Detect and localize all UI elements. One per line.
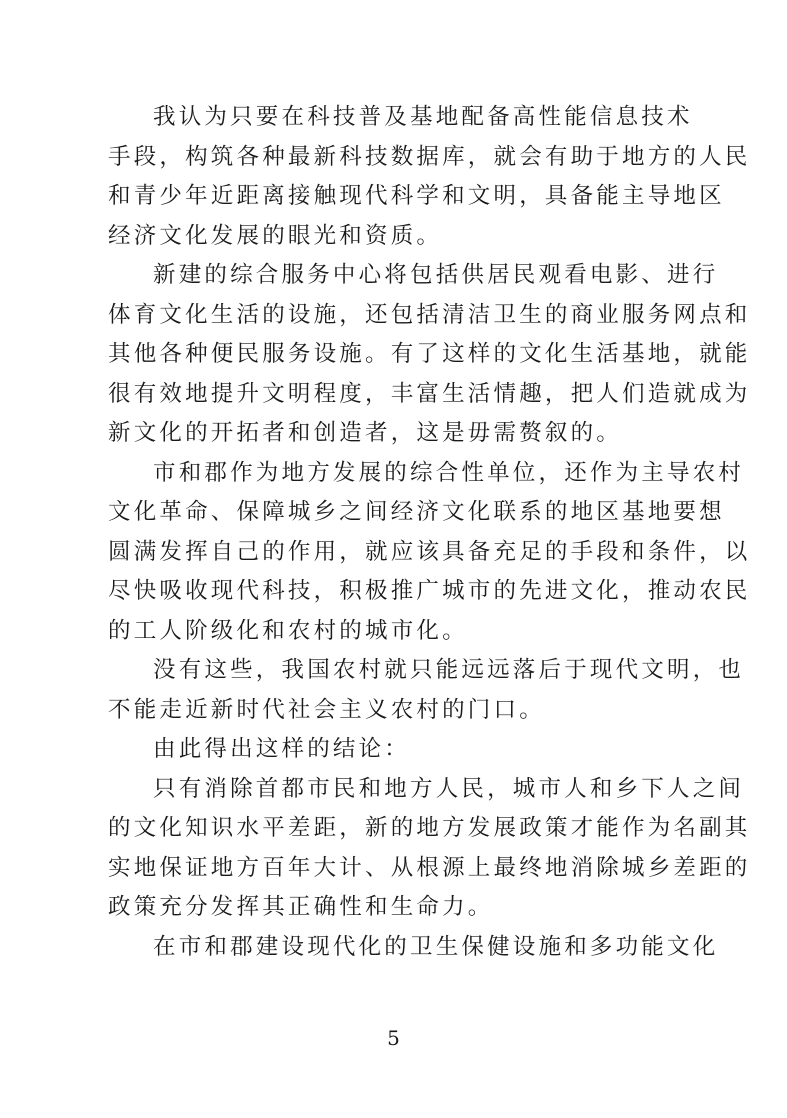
- text-line: 文化革命、保障城乡之间经济文化联系的地区基地要想: [108, 499, 725, 525]
- paragraph-3: [108, 454, 751, 652]
- text-line: 由此得出这样的结论：: [153, 736, 411, 762]
- text-line: 尽快吸收现代科技，积极推广城市的先进文化，推动农民: [108, 578, 751, 604]
- paragraph-4: [108, 651, 745, 730]
- text-line: 的工人阶级化和农村的城市化。: [108, 617, 468, 644]
- text-line: 其他各种便民服务设施。有了这样的文化生活基地，就能: [108, 341, 751, 367]
- paragraph-7: [108, 928, 719, 968]
- text-body: [108, 98, 751, 967]
- text-line: 实地保证地方百年大计、从根源上最终地消除城乡差距的: [108, 854, 751, 881]
- text-line: 经济文化发展的眼光和资质。: [108, 222, 443, 249]
- paragraph-2: [108, 256, 751, 454]
- text-line: 新文化的开拓者和创造者，这是毋需赘叙的。: [108, 420, 623, 446]
- page-number: 5: [387, 1026, 400, 1050]
- text-line: 市和郡作为地方发展的综合性单位，还作为主导农村: [153, 459, 745, 486]
- text-line: 圆满发挥自己的作用，就应该具备充足的手段和条件，以: [108, 538, 751, 565]
- text-line: 的文化知识水平差距，新的地方发展政策才能作为名副其: [108, 815, 751, 841]
- text-line: 没有这些，我国农村就只能远远落后于现代文明，也: [153, 657, 745, 683]
- text-line: 我认为只要在科技普及基地配备高性能信息技术: [153, 104, 693, 130]
- text-line: 手段，构筑各种最新科技数据库，就会有助于地方的人民: [108, 143, 751, 170]
- paragraph-5: [108, 730, 682, 770]
- text-line: 不能走近新时代社会主义农村的门口。: [108, 696, 545, 723]
- text-line: 体育文化生活的设施，还包括清洁卫生的商业服务网点和: [108, 301, 751, 328]
- text-line: 很有效地提升文明程度，丰富生活情趣，把人们造就成为: [108, 380, 751, 407]
- paragraph-1: [108, 98, 751, 256]
- text-line: 政策充分发挥其正确性和生命力。: [108, 894, 494, 920]
- text-line: 新建的综合服务中心将包括供居民观看电影、进行: [153, 262, 719, 288]
- paragraph-6: [108, 770, 751, 928]
- text-line: 只有消除首都市民和地方人民，城市人和乡下人之间: [153, 775, 745, 802]
- text-line: 和青少年近距离接触现代科学和文明，具备能主导地区: [108, 183, 725, 209]
- text-line: 在市和郡建设现代化的卫生保健设施和多功能文化: [153, 933, 719, 960]
